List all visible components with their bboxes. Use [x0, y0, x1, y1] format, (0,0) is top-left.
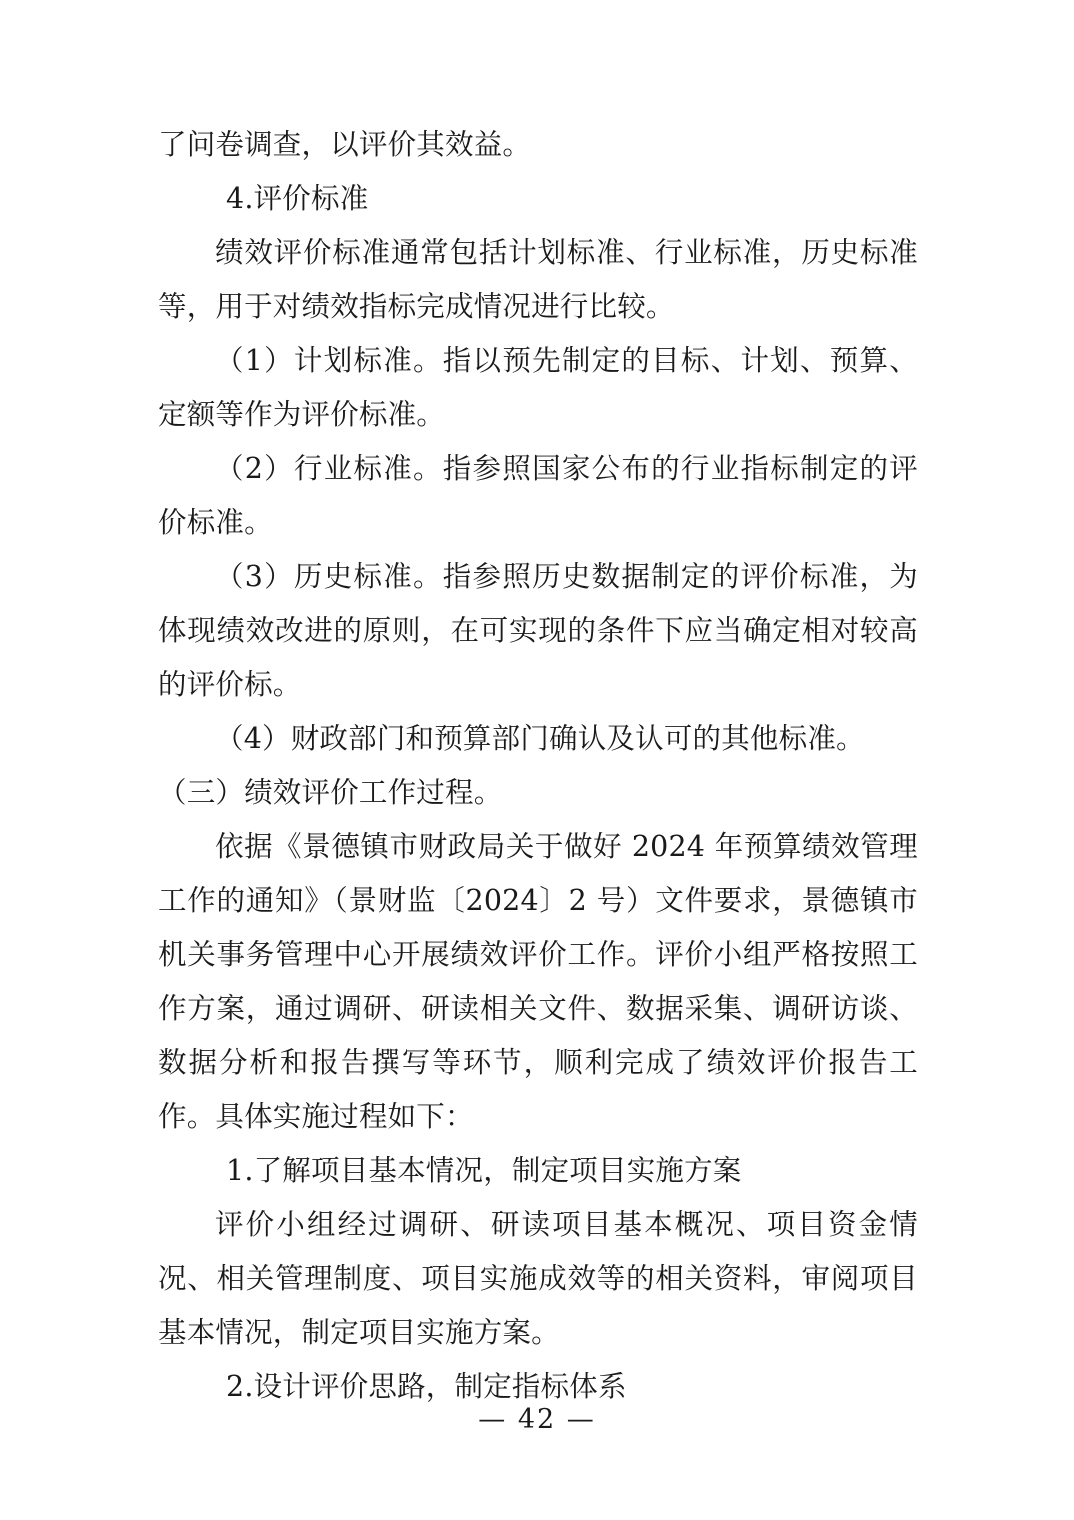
paragraph: 绩效评价标准通常包括计划标准、行业标准，历史标准等，用于对绩效指标完成情况进行比较。: [158, 236, 918, 323]
paragraph: 了问卷调查，以评价其效益。: [158, 128, 532, 161]
page-number: — 42 —: [478, 1404, 596, 1435]
paragraph: （4）财政部门和预算部门确认及认可的其他标准。: [215, 722, 865, 755]
paragraph: （三）绩效评价工作过程。: [158, 776, 503, 809]
paragraph: 评价小组经过调研、研读项目基本概况、项目资金情况、相关管理制度、项目实施成效等的相关资料，审阅项目基本情况，制定项目实施方案。: [158, 1208, 918, 1349]
paragraph: 1.了解项目基本情况，制定项目实施方案: [226, 1154, 742, 1187]
paragraph: 依据《景德镇市财政局关于做好 2024 年预算绩效管理工作的通知》（景财监〔2024〕2 号）文件要求，景德镇市机关事务管理中心开展绩效评价工作。评价小组严格按照工作方案，通过调研、研读相关文件、数据采集、调研访谈、数据分析和报告撰写等环节，顺利完成了绩效评价报告工作。具体实施过程如下：: [158, 830, 918, 1133]
paragraph: （3）历史标准。指参照历史数据制定的评价标准，为体现绩效改进的原则，在可实现的条件下应当确定相对较高的评价标。: [158, 560, 918, 701]
paragraph: （2）行业标准。指参照国家公布的行业指标制定的评价标准。: [158, 452, 918, 539]
paragraph: 2.设计评价思路，制定指标体系: [226, 1370, 627, 1403]
paragraph: 4.评价标准: [226, 182, 369, 215]
paragraph: （1）计划标准。指以预先制定的目标、计划、预算、定额等作为评价标准。: [158, 344, 918, 431]
page-body: [158, 118, 918, 1414]
